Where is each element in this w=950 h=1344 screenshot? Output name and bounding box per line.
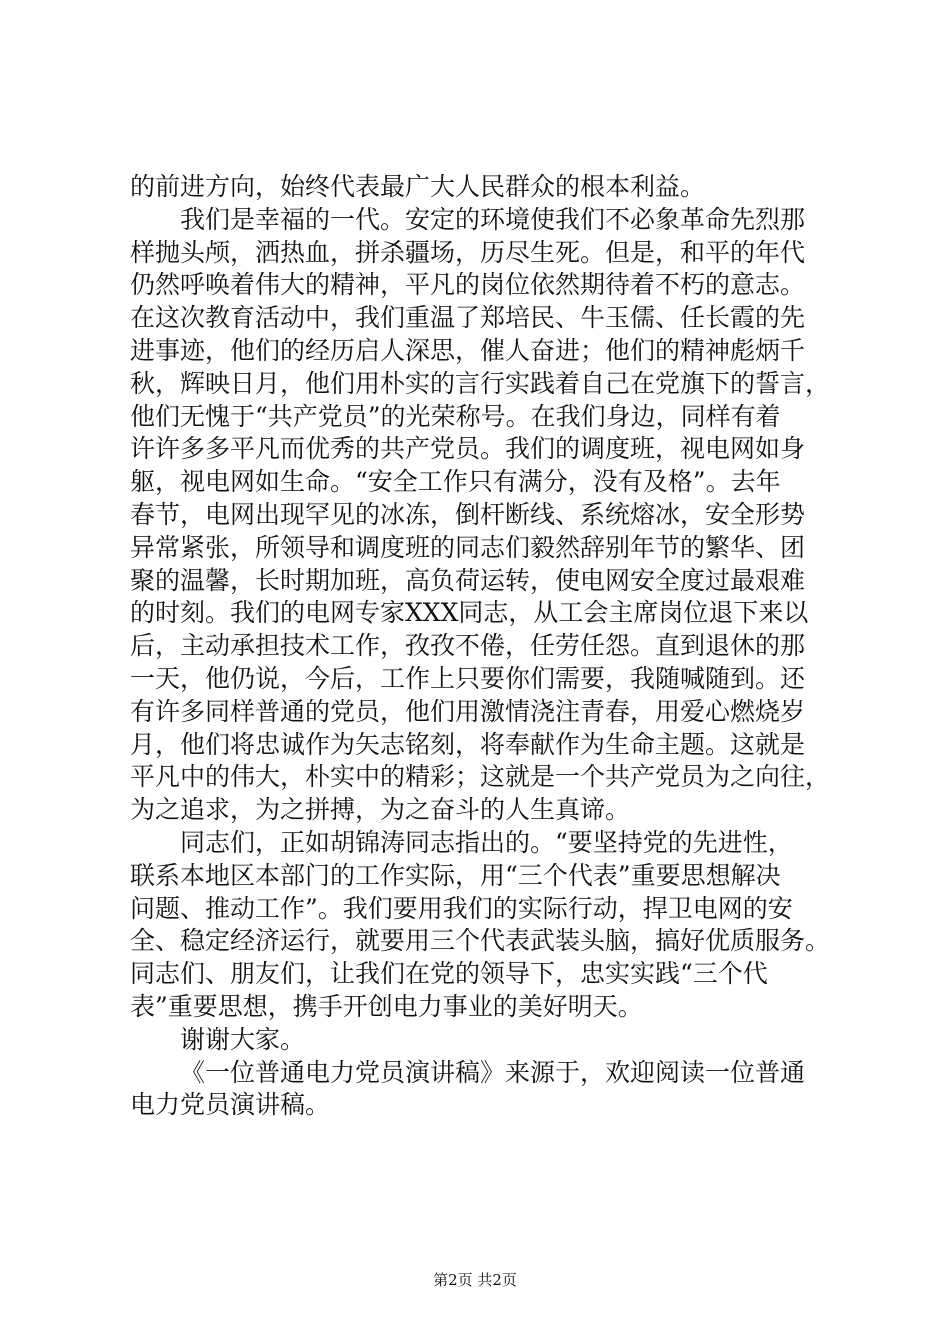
text-line: 聚的温馨，长时期加班，高负荷运转，使电网安全度过最艰难 bbox=[130, 565, 806, 595]
text-line: 在这次教育活动中，我们重温了郑培民、牛玉儒、任长霞的先 bbox=[130, 303, 806, 333]
text-line: 春节，电网出现罕见的冰冻，倒杆断线、系统熔冰，安全形势 bbox=[130, 499, 806, 529]
text-line: 一天，他仍说，今后，工作上只要你们需要，我随喊随到。还 bbox=[130, 663, 806, 693]
page-footer: 第2页 共2页 bbox=[433, 1271, 517, 1289]
document-body bbox=[130, 171, 850, 1122]
text-line: 为之追求，为之拼搏，为之奋斗的人生真谛。 bbox=[130, 795, 631, 825]
text-line: 平凡中的伟大，朴实中的精彩；这就是一个共产党员为之向往， bbox=[130, 762, 831, 792]
text-line: 样抛头颅，洒热血，拼杀疆场，历尽生死。但是，和平的年代 bbox=[130, 237, 806, 267]
text-line: 谢谢大家。 bbox=[180, 1024, 306, 1054]
text-line: 《一位普通电力党员演讲稿》来源于，欢迎阅读一位普通 bbox=[180, 1057, 806, 1087]
text-line: 电力党员演讲稿。 bbox=[130, 1090, 331, 1120]
text-line: 进事迹，他们的经历启人深思，催人奋进；他们的精神彪炳千 bbox=[130, 335, 806, 365]
text-line: 许许多多平凡而优秀的共产党员。我们的调度班，视电网如身 bbox=[130, 434, 806, 464]
text-line: 表”重要思想，携手开创电力事业的美好明天。 bbox=[130, 991, 643, 1021]
text-line: 同志们、朋友们，让我们在党的领导下，忠实实践“三个代 bbox=[130, 959, 768, 989]
text-line: 躯，视电网如生命。“安全工作只有满分，没有及格”。去年 bbox=[130, 467, 781, 497]
text-line: 的前进方向，始终代表最广大人民群众的根本利益。 bbox=[130, 172, 706, 201]
text-line: 问题、推动工作”。我们要用我们的实际行动，捍卫电网的安 bbox=[130, 893, 793, 923]
text-line: 他们无愧于“共产党员”的光荣称号。在我们身边，同样有着 bbox=[130, 401, 781, 431]
text-line: 同志们，正如胡锦涛同志指出的。“要坚持党的先进性， bbox=[180, 827, 793, 857]
text-line: 仍然呼唤着伟大的精神，平凡的岗位依然期待着不朽的意志。 bbox=[130, 270, 806, 300]
text-line: 全、稳定经济运行，就要用三个代表武装头脑，搞好优质服务。 bbox=[130, 926, 831, 956]
text-line: 联系本地区本部门的工作实际，用“三个代表”重要思想解决 bbox=[130, 860, 781, 890]
text-line: 月，他们将忠诚作为矢志铭刻，将奉献作为生命主题。这就是 bbox=[130, 729, 806, 759]
text-line: 异常紧张，所领导和调度班的同志们毅然辞别年节的繁华、团 bbox=[130, 532, 806, 562]
text-line: 后，主动承担技术工作，孜孜不倦，任劳任怨。直到退休的那 bbox=[130, 631, 806, 661]
text-line: 秋，辉映日月，他们用朴实的言行实践着自己在党旗下的誓言， bbox=[130, 368, 831, 398]
text-line: 有许多同样普通的党员，他们用激情浇注青春，用爱心燃烧岁 bbox=[130, 696, 806, 726]
text-line: 的时刻。我们的电网专家XXX同志，从工会主席岗位退下来以 bbox=[130, 598, 809, 628]
text-line: 我们是幸福的一代。安定的环境使我们不必象革命先烈那 bbox=[180, 204, 806, 234]
